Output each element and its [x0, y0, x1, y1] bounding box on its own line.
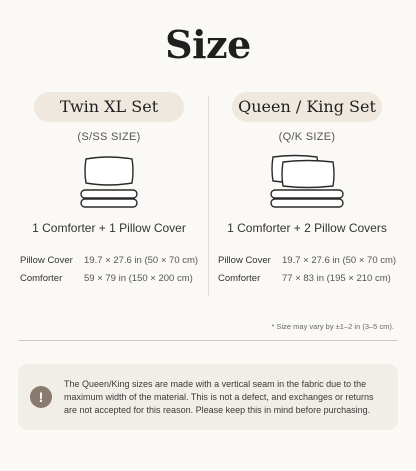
queen-king-set-column — [212, 92, 402, 287]
bedding-double-icon — [267, 153, 347, 209]
spec-label: Comforter — [218, 272, 261, 284]
twin-xl-set-column — [14, 92, 204, 287]
spec-value: 19.7 × 27.6 in (50 × 70 cm) — [84, 254, 199, 266]
included-items: 1 Comforter + 2 Pillow Covers — [227, 221, 387, 235]
spec-row-pillow-cover — [218, 251, 402, 269]
seam-notice — [18, 364, 398, 430]
page-title: Size — [165, 22, 251, 67]
exclamation-icon: ! — [30, 386, 52, 408]
spec-label: Comforter — [20, 272, 63, 284]
section-divider — [18, 340, 398, 341]
spec-label: Pillow Cover — [20, 254, 73, 266]
spec-table — [14, 251, 204, 287]
bedding-single-icon — [77, 153, 141, 209]
set-name-badge: Twin XL Set — [34, 92, 184, 122]
spec-row-pillow-cover — [20, 251, 204, 269]
spec-label: Pillow Cover — [218, 254, 271, 266]
notice-text: The Queen/King sizes are made with a vertical seam in the fabric due to the maximum width of the material. This is not a defect, and exchanges or returns are not accepted for this reason. Please keep this in mind before purchasing. — [64, 378, 374, 415]
size-code: (S/SS SIZE) — [77, 131, 141, 143]
spec-row-comforter — [20, 269, 204, 287]
size-variance-note: * Size may vary by ±1–2 in (3–5 cm). — [271, 322, 394, 331]
set-name-badge: Queen / King Set — [232, 92, 382, 122]
included-items: 1 Comforter + 1 Pillow Cover — [32, 221, 186, 235]
column-divider — [208, 96, 209, 296]
spec-table — [212, 251, 402, 287]
spec-value: 59 × 79 in (150 × 200 cm) — [84, 272, 193, 284]
size-code: (Q/K SIZE) — [278, 131, 336, 143]
spec-value: 77 × 83 in (195 × 210 cm) — [282, 272, 391, 284]
spec-value: 19.7 × 27.6 in (50 × 70 cm) — [282, 254, 397, 266]
spec-row-comforter — [218, 269, 402, 287]
